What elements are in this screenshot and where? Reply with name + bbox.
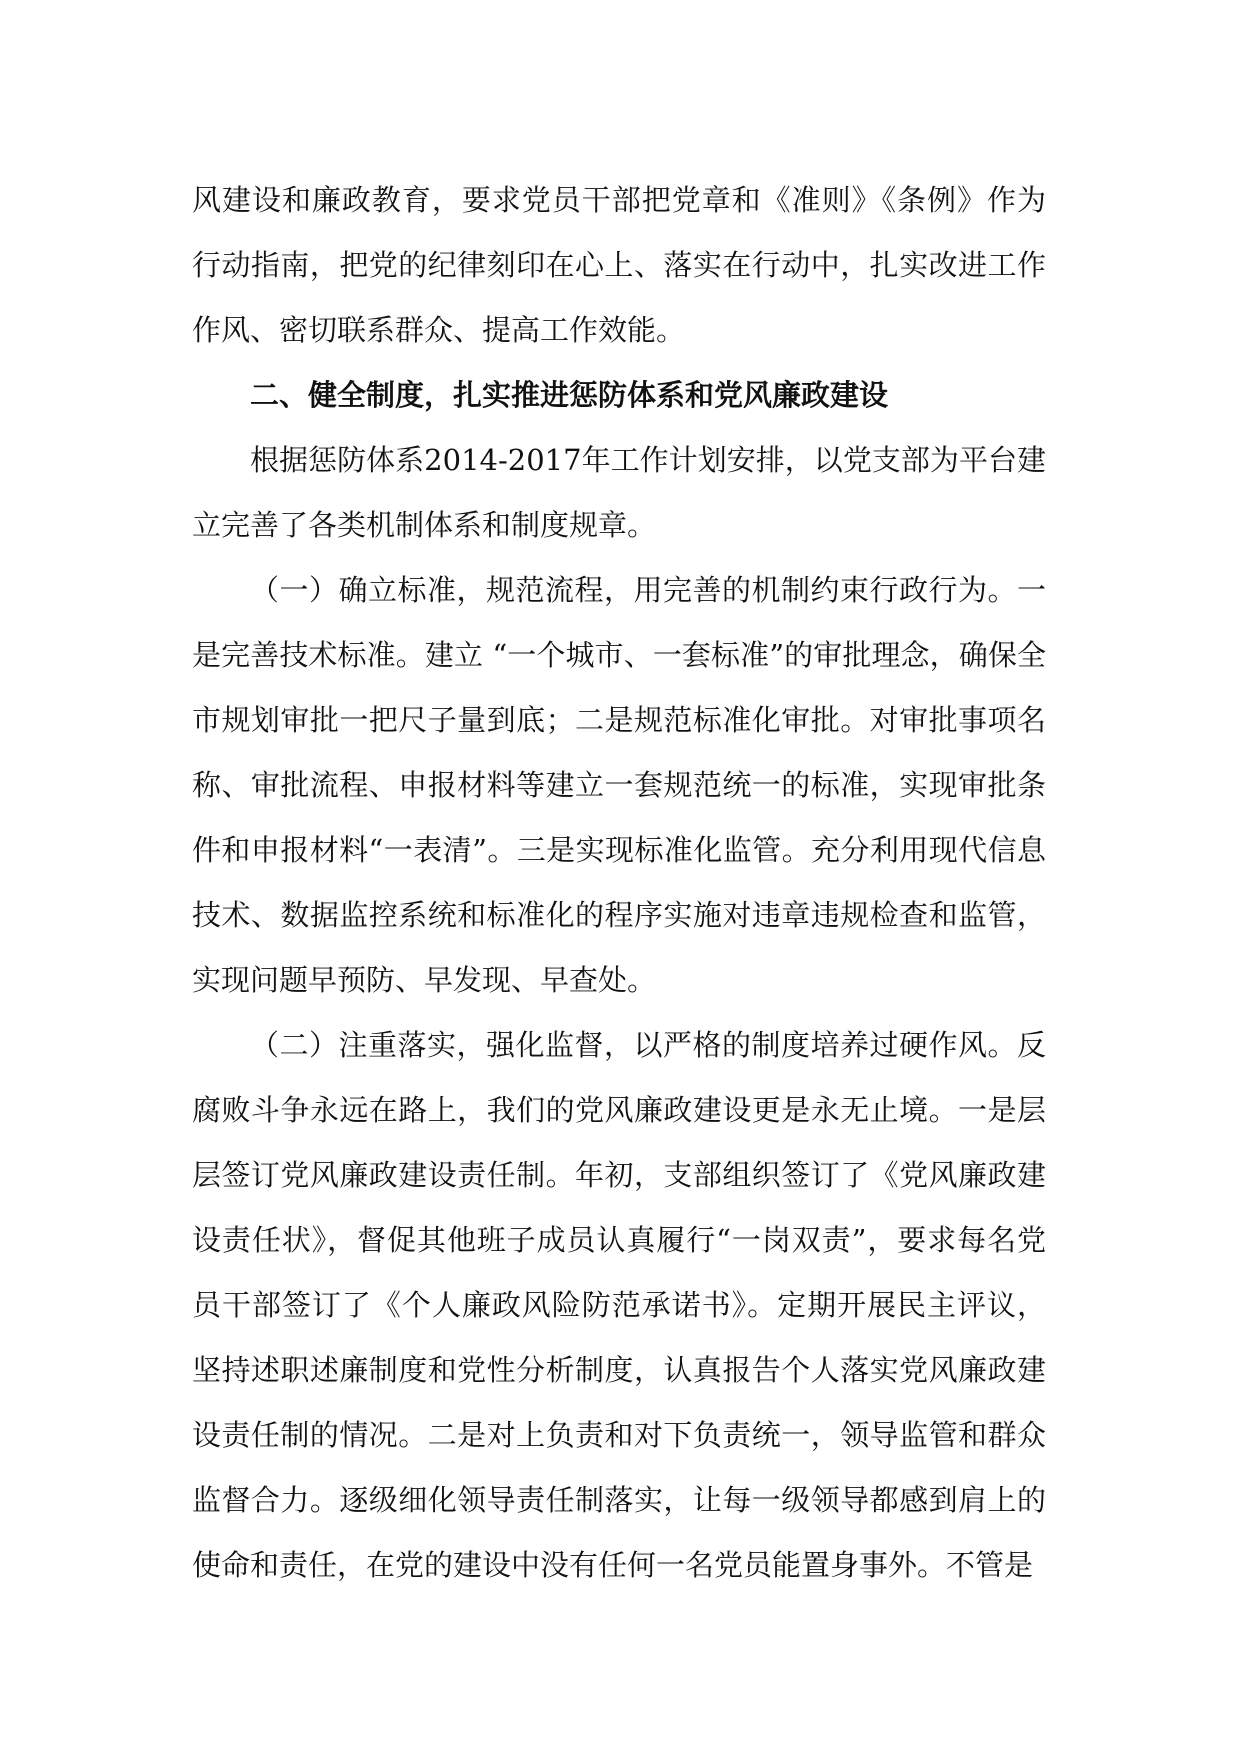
paragraph-intro: 根据惩防体系2014-2017年工作计划安排，以党支部为平台建立完善了各类机制体系和制度规章。 (192, 443, 1046, 542)
section-heading: 二、健全制度，扎实推进惩防体系和党风廉政建设 (250, 378, 889, 412)
paragraph-subsection-2: （二）注重落实，强化监督，以严格的制度培养过硬作风。反腐败斗争永远在路上，我们的党风廉政建设更是永无止境。一是层层签订党风廉政建设责任制。年初，支部组织签订了《党风廉政建设责任状》，督促其他班子成员认真履行“一岗双责”，要求每名党员干部签订了《个人廉政风险防范承诺书》。定期开展民主评议，坚持述职述廉制度和党性分析制度，认真报告个人落实党风廉政建设责任制的情况。二是对上负责和对下负责统一，领导监管和群众监督合力。逐级细化领导责任制落实，让每一级领导都感到肩上的使命和责任，在党的建设中没有任何一名党员能置身事外。不管是 (192, 1028, 1046, 1582)
paragraph-subsection-1: （一）确立标准，规范流程，用完善的机制约束行政行为。一是完善技术标准。建立 “一个城市、一套标准”的审批理念，确保全市规划审批一把尺子量到底；二是规范标准化审批。对审批事项名称、审批流程、申报材料等建立一套规范统一的标准，实现审批条件和申报材料“一表清”。三是实现标准化监管。充分利用现代信息技术、数据监控系统和标准化的程序实施对违章违规检查和监管，实现问题早预防、早发现、早查处。 (192, 573, 1046, 997)
paragraph-continuation: 风建设和廉政教育，要求党员干部把党章和《准则》《条例》作为行动指南，把党的纪律刻印在心上、落实在行动中，扎实改进工作作风、密切联系群众、提高工作效能。 (192, 183, 1046, 347)
